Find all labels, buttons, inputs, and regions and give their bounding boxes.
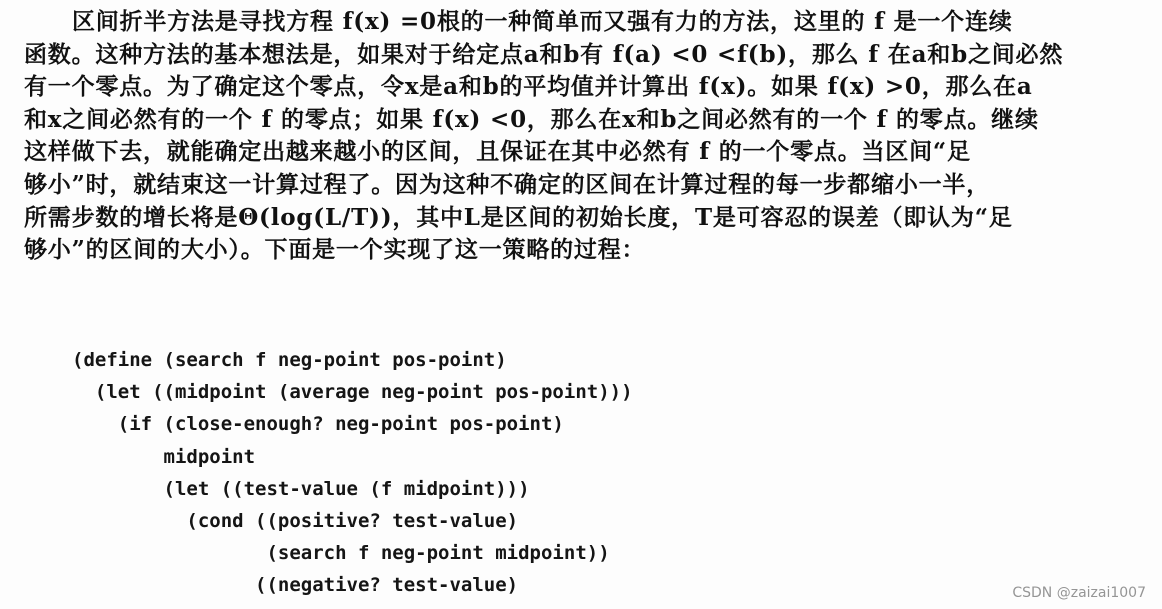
paragraph-line: 够小”时，就结束这一计算过程了。因为这种不确定的区间在计算过程的每一步都缩小一半， — [24, 170, 991, 198]
paragraph-line: 函数。这种方法的基本想法是，如果对于给定点a和b有 f(a) <0 <f(b)，那么 f 在a和b之间必然 — [24, 40, 1064, 68]
paragraph-line: 这样做下去，就能确定出越来越小的区间，且保证在其中必然有 f 的一个零点。当区间“足 — [24, 138, 971, 166]
code-line: (let ((midpoint (average neg-point pos-point))) — [72, 381, 633, 404]
code-line: (define (search f neg-point pos-point) — [72, 349, 507, 371]
code-block — [72, 344, 633, 602]
body-paragraph — [24, 6, 1136, 267]
code-line: (if (close-enough? neg-point pos-point) — [72, 413, 564, 436]
code-line: (cond ((positive? test-value) — [72, 509, 519, 532]
code-line: midpoint — [72, 445, 256, 468]
code-line: (let ((test-value (f midpoint))) — [72, 477, 530, 500]
paragraph-line: 有一个零点。为了确定这个零点，令x是a和b的平均值并计算出 f(x)。如果 f(x) >0，那么在a — [24, 73, 1033, 101]
watermark: CSDN @zaizai1007 — [1012, 585, 1146, 601]
paragraph-line: 区间折半方法是寻找方程 f(x) =0根的一种简单而又强有力的方法，这里的 f 是一个连续 — [72, 8, 1013, 35]
paragraph-line: 所需步数的增长将是Θ(log(L/T))，其中L是区间的初始长度，T是可容忍的误差（即认为“足 — [24, 203, 1013, 231]
paragraph-line: 和x之间必然有的一个 f 的零点；如果 f(x) <0，那么在x和b之间必然有的一个 f 的零点。继续 — [24, 105, 1039, 133]
code-line: (search f neg-point midpoint)) — [72, 542, 610, 565]
code-line: ((negative? test-value) — [72, 574, 519, 597]
paragraph-line: 够小”的区间的大小）。下面是一个实现了这一策略的过程： — [24, 236, 646, 264]
